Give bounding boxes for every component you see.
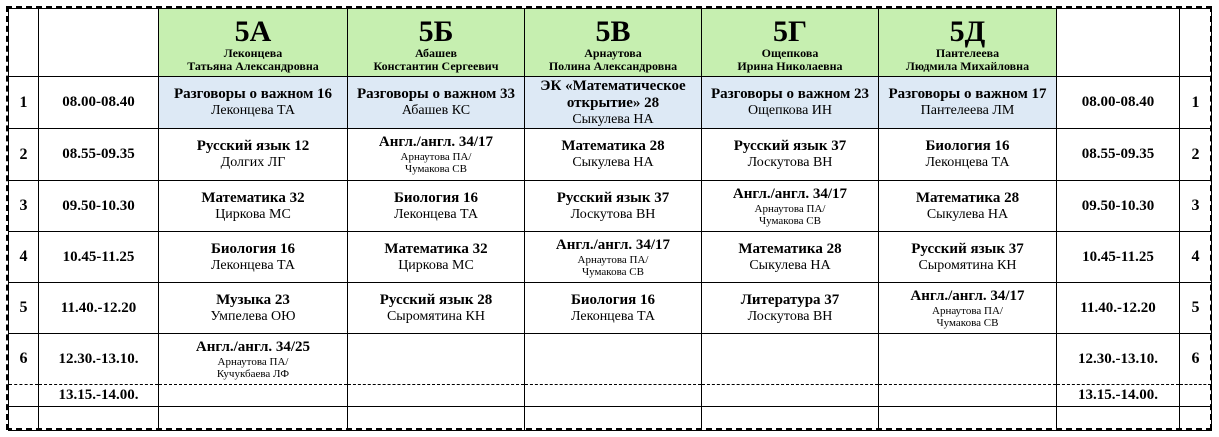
class-header xyxy=(159,9,348,77)
lesson-cell xyxy=(879,385,1057,407)
lesson-teacher: Леконцева ТА xyxy=(925,155,1010,170)
lesson-number: 6 xyxy=(9,334,39,385)
lesson-time: 13.15.-14.00. xyxy=(39,385,159,407)
lesson-cell xyxy=(525,181,702,232)
lesson-cell xyxy=(702,181,879,232)
lesson-cell xyxy=(348,334,525,385)
lesson-cell xyxy=(525,283,702,334)
lesson-teacher: Лоскутова ВН xyxy=(747,308,833,324)
lesson-time-right: 09.50-10.30 xyxy=(1057,181,1180,232)
lesson-time: 09.50-10.30 xyxy=(39,181,159,232)
lesson-teacher: Чумакова СВ xyxy=(759,214,821,227)
lesson-subject: Русский язык 37 xyxy=(911,240,1024,257)
lesson-number-right: 2 xyxy=(1180,129,1212,181)
lesson-subject: Разговоры о важном 33 xyxy=(356,86,516,102)
lesson-row xyxy=(9,77,1212,129)
schedule-table xyxy=(8,8,1212,431)
header-empty-num-right xyxy=(1180,9,1212,77)
lesson-cell xyxy=(879,232,1057,283)
lesson-number: 3 xyxy=(9,181,39,232)
lesson-teacher: Сыкулева НА xyxy=(572,155,654,170)
lesson-subject: Музыка 23 xyxy=(216,291,290,308)
lesson-teacher: Ощепкова ИН xyxy=(747,103,833,118)
lesson-number: 1 xyxy=(9,77,39,129)
lesson-teacher: Чумакова СВ xyxy=(582,265,644,278)
lesson-cell xyxy=(348,385,525,407)
lesson-number-right: 1 xyxy=(1180,77,1212,129)
class-teacher-surname: Ощепкова xyxy=(761,45,819,60)
lesson-cell xyxy=(702,283,879,334)
lesson-teacher: Долгих ЛГ xyxy=(220,155,286,170)
lesson-cell xyxy=(879,181,1057,232)
lesson-cell xyxy=(879,77,1057,129)
class-teacher-fullname: Ирина Николаевна xyxy=(737,58,843,73)
lesson-cell xyxy=(879,334,1057,385)
class-teacher-fullname: Людмила Михайловна xyxy=(905,58,1030,73)
lesson-number xyxy=(9,385,39,407)
lesson-subject: Математика 28 xyxy=(561,138,665,154)
lesson-subject: Математика 32 xyxy=(384,240,488,257)
lesson-cell xyxy=(159,385,348,407)
empty-cell xyxy=(39,407,159,431)
lesson-row xyxy=(9,129,1212,181)
lesson-subject: Литература 37 xyxy=(740,291,840,308)
lesson-cell xyxy=(348,283,525,334)
lesson-cell xyxy=(159,232,348,283)
lesson-cell xyxy=(159,129,348,181)
lesson-time: 10.45-11.25 xyxy=(39,232,159,283)
class-name: 5В xyxy=(595,14,631,48)
lesson-subject: Англ./англ. 34/25 xyxy=(195,338,311,355)
lesson-subject: Разговоры о важном 16 xyxy=(173,86,333,102)
empty-cell xyxy=(525,407,702,431)
lesson-cell xyxy=(348,77,525,129)
lesson-teacher: Арнаутова ПА/ xyxy=(932,304,1003,317)
lesson-time-right: 11.40.-12.20 xyxy=(1057,283,1180,334)
lesson-subject: Русский язык 12 xyxy=(196,138,310,154)
empty-cell xyxy=(1057,407,1180,431)
lesson-teacher: Сыкулева НА xyxy=(749,257,831,273)
lesson-cell xyxy=(702,232,879,283)
lesson-number: 2 xyxy=(9,129,39,181)
class-teacher-fullname: Татьяна Александровна xyxy=(187,58,319,73)
lesson-subject: Разговоры о важном 23 xyxy=(710,86,870,102)
lesson-subject: Англ./англ. 34/17 xyxy=(732,185,848,202)
lesson-subject: Математика 28 xyxy=(738,240,842,257)
lesson-time: 08.55-09.35 xyxy=(39,129,159,181)
class-teacher-surname: Пантелеева xyxy=(935,45,1000,60)
lesson-number-right xyxy=(1180,385,1212,407)
class-name: 5Б xyxy=(418,14,454,48)
lesson-teacher: Умпелева ОЮ xyxy=(210,308,296,324)
lesson-row xyxy=(9,385,1212,407)
lesson-teacher: Арнаутова ПА/ xyxy=(754,202,826,215)
lesson-cell xyxy=(702,77,879,129)
header-row xyxy=(9,9,1212,77)
class-teacher-fullname: Константин Сергеевич xyxy=(373,58,499,73)
lesson-cell xyxy=(702,334,879,385)
lesson-time-right: 13.15.-14.00. xyxy=(1057,385,1180,407)
lesson-number: 4 xyxy=(9,232,39,283)
lesson-teacher: Арнаутова ПА/ xyxy=(217,355,289,368)
lesson-teacher: Сыромятина КН xyxy=(386,308,486,324)
header-empty-num xyxy=(9,9,39,77)
empty-cell xyxy=(9,407,39,431)
lesson-subject: Англ./англ. 34/17 xyxy=(910,287,1025,304)
lesson-teacher: Сыкулева НА xyxy=(926,206,1009,222)
lesson-number-right: 3 xyxy=(1180,181,1212,232)
empty-cell xyxy=(159,407,348,431)
header-empty-time xyxy=(39,9,159,77)
lesson-subject: ЭК «Математическое открытие» 28 xyxy=(540,77,686,111)
lesson-subject: Биология 16 xyxy=(570,291,656,308)
lesson-number-right: 4 xyxy=(1180,232,1212,283)
lesson-subject: Биология 16 xyxy=(210,240,296,257)
lesson-cell xyxy=(525,129,702,181)
lesson-teacher: Леконцева ТА xyxy=(210,103,295,118)
lesson-teacher: Циркова МС xyxy=(215,206,291,222)
lesson-teacher: Чумакова СВ xyxy=(405,163,467,175)
lesson-teacher: Абашев КС xyxy=(401,103,471,118)
class-name: 5Д xyxy=(949,14,986,48)
lesson-cell xyxy=(702,385,879,407)
class-teacher-surname: Арнаутова xyxy=(584,45,642,60)
lesson-cell xyxy=(879,129,1057,181)
empty-cell xyxy=(348,407,525,431)
lesson-subject: Математика 32 xyxy=(201,189,305,206)
lesson-teacher: Арнаутова ПА/ xyxy=(400,151,472,163)
class-name: 5А xyxy=(234,14,272,48)
lesson-number-right: 5 xyxy=(1180,283,1212,334)
lesson-subject: Биология 16 xyxy=(393,189,479,206)
lesson-teacher: Леконцева ТА xyxy=(393,206,478,222)
class-teacher-fullname: Полина Александровна xyxy=(548,58,678,73)
empty-row xyxy=(9,407,1212,431)
lesson-time-right: 10.45-11.25 xyxy=(1057,232,1180,283)
lesson-teacher: Кучукбаева ЛФ xyxy=(216,367,290,380)
empty-cell xyxy=(879,407,1057,431)
empty-cell xyxy=(702,407,879,431)
lesson-time-right: 12.30.-13.10. xyxy=(1057,334,1180,385)
lesson-subject: Русский язык 37 xyxy=(556,189,670,206)
lesson-time: 11.40.-12.20 xyxy=(39,283,159,334)
lesson-subject: Англ./англ. 34/17 xyxy=(555,236,671,253)
empty-cell xyxy=(1180,407,1212,431)
lesson-cell xyxy=(348,232,525,283)
lesson-teacher: Сыкулева НА xyxy=(572,111,654,127)
lesson-teacher: Лоскутова ВН xyxy=(747,155,833,170)
class-header xyxy=(525,9,702,77)
lesson-teacher: Циркова МС xyxy=(398,257,474,273)
lesson-teacher: Чумакова СВ xyxy=(936,316,999,329)
lesson-cell xyxy=(879,283,1057,334)
lesson-row xyxy=(9,232,1212,283)
lesson-cell xyxy=(159,283,348,334)
class-name: 5Г xyxy=(772,14,808,48)
lesson-cell xyxy=(159,77,348,129)
lesson-cell xyxy=(348,181,525,232)
class-header xyxy=(348,9,525,77)
header-empty-time-right xyxy=(1057,9,1180,77)
lesson-subject: Русский язык 28 xyxy=(379,291,493,308)
lesson-cell xyxy=(525,232,702,283)
lesson-cell xyxy=(525,334,702,385)
class-teacher-surname: Абашев xyxy=(415,45,457,60)
lesson-cell xyxy=(159,181,348,232)
lesson-subject: Англ./англ. 34/17 xyxy=(378,134,494,150)
lesson-row xyxy=(9,181,1212,232)
lesson-teacher: Лоскутова ВН xyxy=(570,206,656,222)
lesson-teacher: Леконцева ТА xyxy=(210,257,295,273)
lesson-subject: Разговоры о важном 17 xyxy=(888,86,1047,102)
lesson-time-right: 08.55-09.35 xyxy=(1057,129,1180,181)
lesson-teacher: Арнаутова ПА/ xyxy=(577,253,649,266)
lesson-cell xyxy=(525,77,702,129)
lesson-row xyxy=(9,283,1212,334)
class-teacher-surname: Леконцева xyxy=(223,45,283,60)
class-header xyxy=(702,9,879,77)
lesson-number: 5 xyxy=(9,283,39,334)
lesson-subject: Биология 16 xyxy=(925,138,1010,154)
lesson-cell xyxy=(159,334,348,385)
lesson-subject: Русский язык 37 xyxy=(733,138,847,154)
lesson-row xyxy=(9,334,1212,385)
lesson-time-right: 08.00-08.40 xyxy=(1057,77,1180,129)
lesson-teacher: Леконцева ТА xyxy=(570,308,655,324)
lesson-cell xyxy=(348,129,525,181)
lesson-subject: Математика 28 xyxy=(915,189,1020,206)
lesson-teacher: Пантелеева ЛМ xyxy=(920,103,1015,118)
lesson-cell xyxy=(525,385,702,407)
lesson-time: 08.00-08.40 xyxy=(39,77,159,129)
lesson-time: 12.30.-13.10. xyxy=(39,334,159,385)
lesson-cell xyxy=(702,129,879,181)
lesson-teacher: Сыромятина КН xyxy=(918,257,1017,273)
lesson-number-right: 6 xyxy=(1180,334,1212,385)
class-header xyxy=(879,9,1057,77)
